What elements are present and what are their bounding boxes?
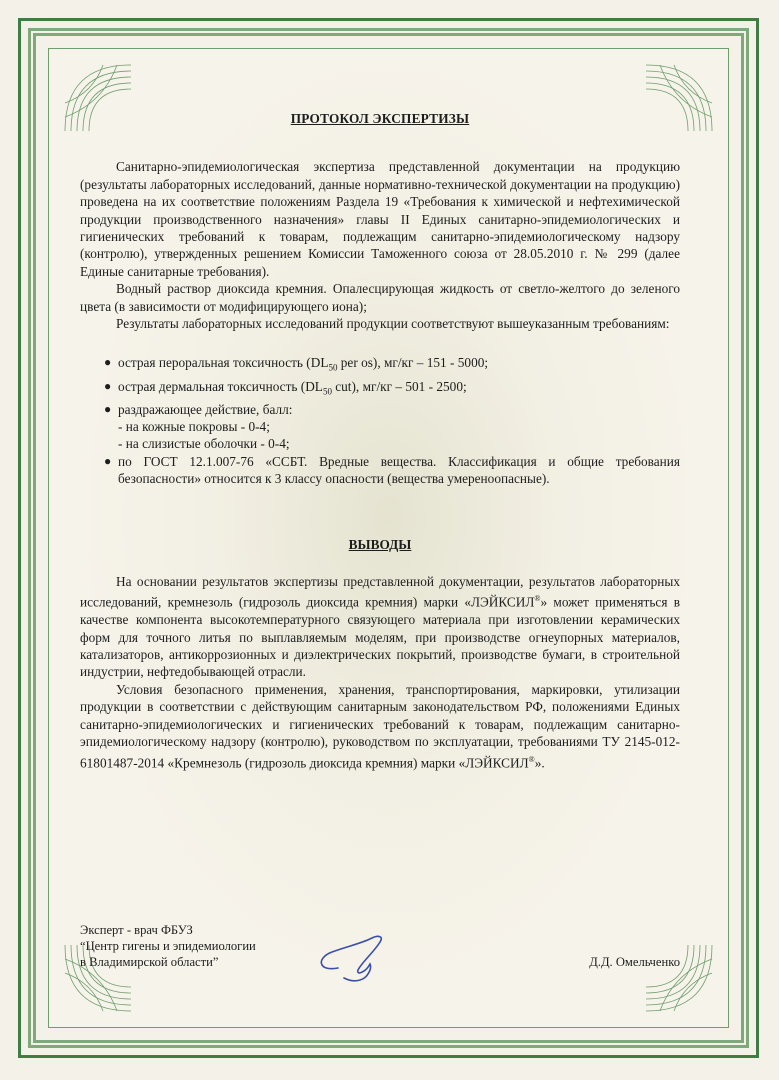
document-content [80, 110, 680, 771]
list-item: ● раздражающее действие, балл: - на кожные покровы - 0-4; - на слизистые оболочки - 0-4; [118, 401, 680, 453]
results-list [80, 354, 680, 487]
product-paragraph: Водный раствор диоксида кремния. Опалесцирующая жидкость от светло-желтого до зеленого цвета (в зависимости от модифицирующего иона); [80, 281, 680, 314]
bullet-icon: ● [104, 378, 112, 393]
irritation-skin: - на кожные покровы - 0-4; [118, 419, 270, 434]
list-item: ● острая пероральная токсичность ($DL_{50}$ per os), мг/кг – 151 - 5000; [104, 355, 489, 374]
expert-organization: Эксперт - врач ФБУЗ “Центр гигены и эпидемиологии в Владимирской области” [80, 923, 256, 969]
conclusions-title: ВЫВОДЫ [348, 536, 412, 552]
bullet-icon: ● [104, 355, 112, 370]
bullet-icon: ● [104, 401, 112, 416]
conclusion-paragraph-2: Условия безопасного применения, хранения, транспортирования, маркировки, утилизации продукции в соответствии с действующим санитарным законодательством РФ, положениями Единых санитарно-эпидемиологических и гигиенических требований к товарам, подлежащим санитарно-эпидемиологическому надзору (контролю), руководством по эксплуатации, требованиями ТУ 2145-012-61801487-2014 «Кремнезоль (гидрозоль диоксида кремния) марки «ЛЭЙКСИЛ®». [80, 681, 680, 770]
list-item: ● острая дермальная токсичность ($DL_{50}$ cut), мг/кг – 501 - 2500; [104, 378, 467, 397]
expert-name: Д.Д. Омельченко [589, 955, 680, 969]
document-title: ПРОТОКОЛ ЭКСПЕРТИЗЫ [290, 111, 470, 126]
list-item: ● по ГОСТ 12.1.007-76 «ССБТ. Вредные вещества. Классификация и общие требования безопасности» относится к 3 классу опасности (вещества умереноопасные). [104, 453, 680, 487]
bullet-icon: ● [104, 453, 112, 468]
handwritten-signature-icon [308, 928, 398, 984]
irritation-mucosa: - на слизистые оболочки - 0-4; [118, 436, 290, 452]
results-lead: Результаты лабораторных исследований продукции соответствуют вышеуказанным требованиям: [116, 316, 670, 332]
conclusion-paragraph-1: На основании результатов экспертизы представленной документации, результатов лабораторных исследований, кремнезоль (гидрозоль диоксида кремния) марки «ЛЭЙКСИЛ®» может применяться в качестве компонента высокотемпературного связующего материала при изготовлении керамических форм для точного литья по выплавляемым моделям, при производстве огнеупорных материалов, катализаторов, антикоррозионных и диэлектрических покрытий, производстве бумаги, в строительной индустрии, нефтедобывающей отрасли. [80, 574, 680, 680]
intro-paragraph: Санитарно-эпидемиологическая экспертиза представленной документации на продукцию (результаты лабораторных исследований, данные нормативно-технической документации на продукцию) проведена на их соответствие положениям Раздела 19 «Требования к химической и нефтехимической продукции производственного назначения» главы II Единых санитарно-эпидемиологических и гигиенических требований к товарам, подлежащим санитарно-эпидемиологическому надзору (контролю), утвержденных решением Комиссии Таможенного союза от 28.05.2010 г. № 299 (далее Единые санитарные требования). [80, 159, 680, 279]
